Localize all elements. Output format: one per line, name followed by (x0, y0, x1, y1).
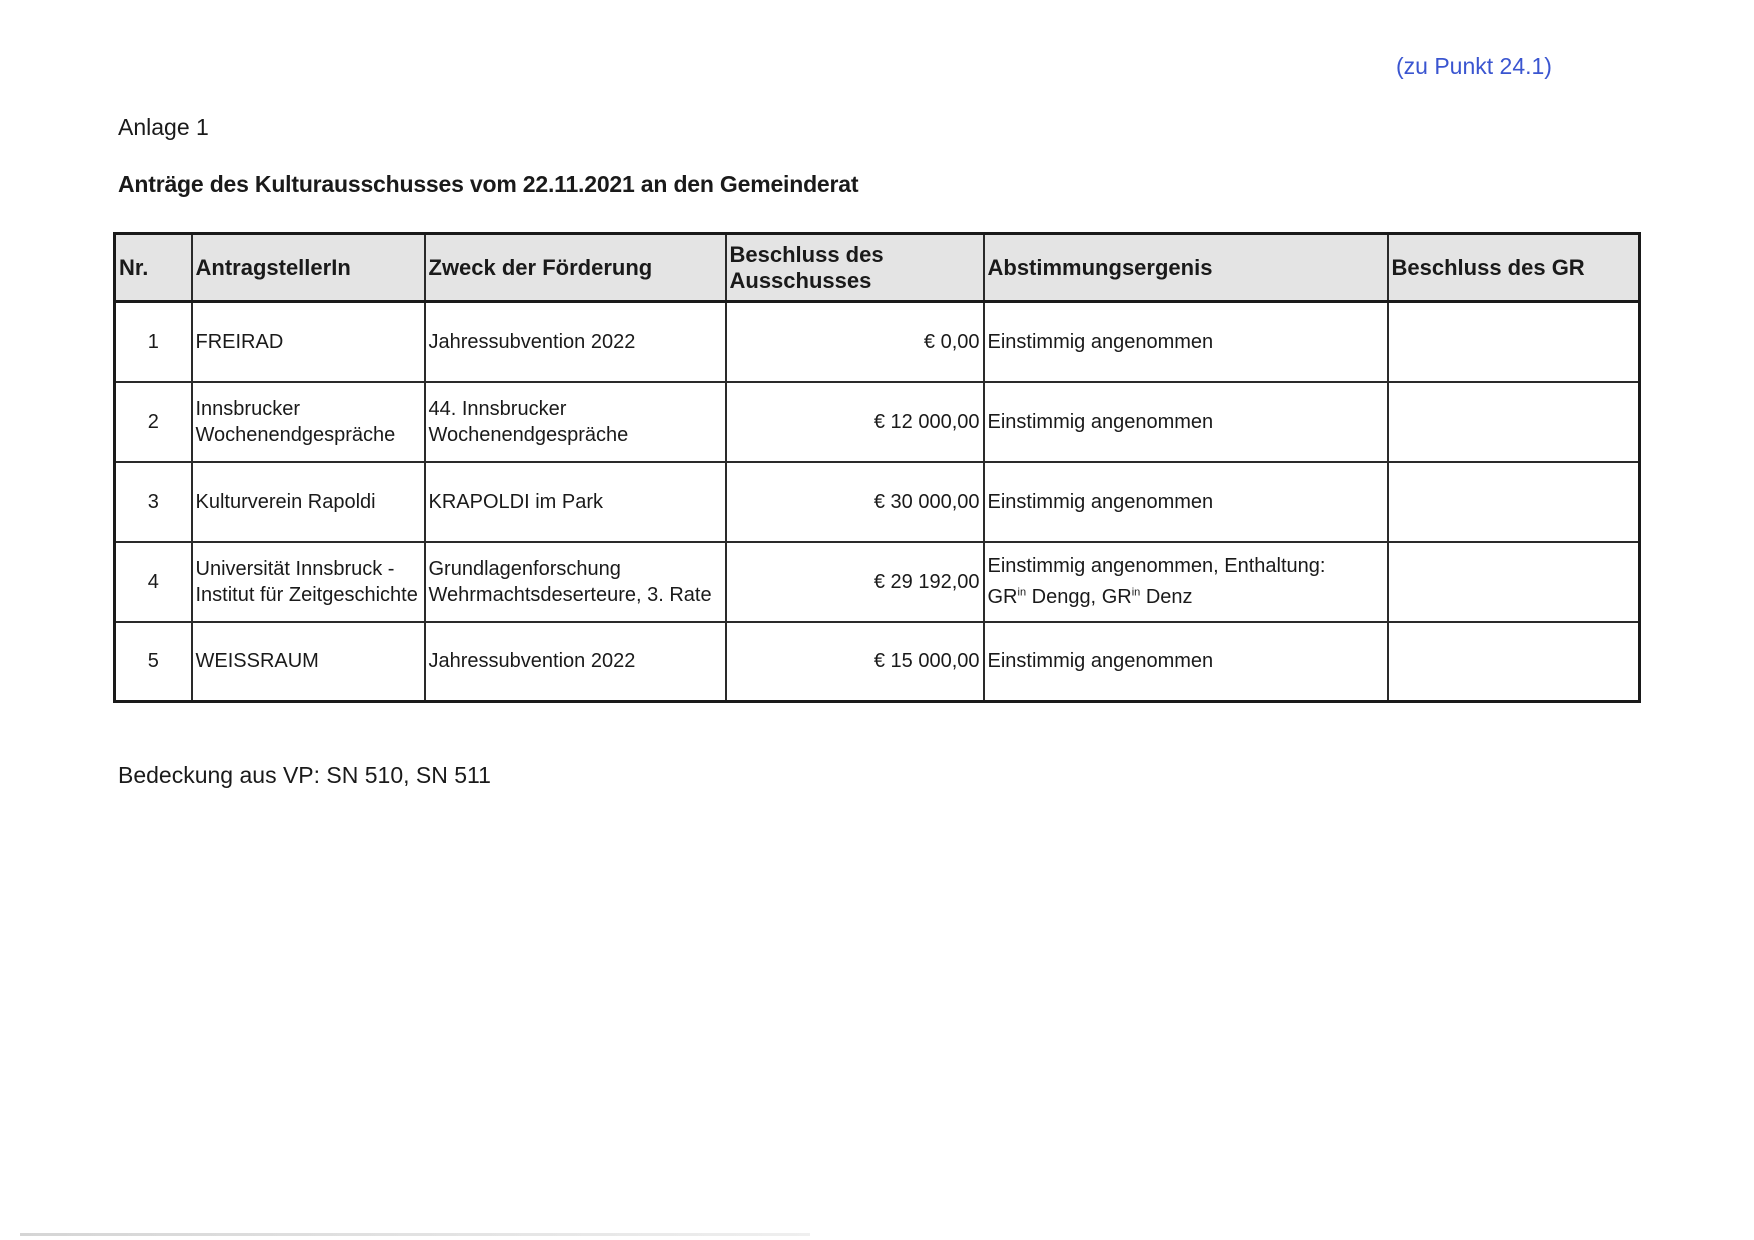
row-vote: Einstimmig angenommen (984, 622, 1388, 702)
row-nr: 2 (115, 382, 192, 462)
row-council-decision (1388, 462, 1640, 542)
row-applicant: WEISSRAUM (192, 622, 425, 702)
table-row (115, 462, 1640, 542)
row-council-decision (1388, 302, 1640, 382)
row-nr: 3 (115, 462, 192, 542)
row-vote: Einstimmig angenommen (984, 462, 1388, 542)
row-applicant: Kulturverein Rapoldi (192, 462, 425, 542)
row-council-decision (1388, 382, 1640, 462)
row-vote (984, 542, 1388, 622)
table-row (115, 302, 1640, 382)
row-amount: € 0,00 (726, 302, 984, 382)
header-applicant: AntragstellerIn (192, 234, 425, 302)
row-purpose: KRAPOLDI im Park (425, 462, 726, 542)
agenda-reference: (zu Punkt 24.1) (1396, 53, 1552, 79)
table-header-row (115, 234, 1640, 302)
applications-table (113, 232, 1641, 703)
row-vote: Einstimmig angenommen (984, 302, 1388, 382)
row-amount: € 15 000,00 (726, 622, 984, 702)
row-vote: Einstimmig angenommen (984, 382, 1388, 462)
header-vote-result: Abstimmungsergenis (984, 234, 1388, 302)
header-council-decision: Beschluss des GR (1388, 234, 1640, 302)
row-applicant: Innsbrucker Wochenendgespräche (192, 382, 425, 462)
annex-label: Anlage 1 (118, 114, 209, 140)
header-purpose: Zweck der Förderung (425, 234, 726, 302)
table-row (115, 622, 1640, 702)
row-nr: 4 (115, 542, 192, 622)
header-nr: Nr. (115, 234, 192, 302)
row-applicant: Universität Innsbruck - Institut für Zeitgeschichte (192, 542, 425, 622)
vote-text: Einstimmig angenommen, Enthaltung: (987, 555, 1326, 578)
page-title: Anträge des Kulturausschusses vom 22.11.2021 an den Gemeinderat (118, 171, 859, 197)
header-committee-decision: Beschluss des Ausschusses (726, 234, 984, 302)
abstaining-member: $GR^{in}$ Dengg, (987, 585, 1097, 608)
row-purpose: Grundlagenforschung Wehrmachtsdeserteure, 3. Rate (425, 542, 726, 622)
row-amount: € 29 192,00 (726, 542, 984, 622)
row-nr: 1 (115, 302, 192, 382)
row-applicant: FREIRAD (192, 302, 425, 382)
row-purpose: 44. Innsbrucker Wochenendgespräche (425, 382, 726, 462)
row-purpose: Jahressubvention 2022 (425, 302, 726, 382)
row-council-decision (1388, 622, 1640, 702)
coverage-note: Bedeckung aus VP: SN 510, SN 511 (118, 762, 491, 788)
scan-edge-line (20, 1233, 810, 1236)
row-council-decision (1388, 542, 1640, 622)
row-purpose: Jahressubvention 2022 (425, 622, 726, 702)
row-amount: € 30 000,00 (726, 462, 984, 542)
table-row (115, 542, 1640, 622)
table-row (115, 382, 1640, 462)
row-amount: € 12 000,00 (726, 382, 984, 462)
abstaining-member: $GR^{in}$ Denz (1101, 585, 1193, 608)
row-nr: 5 (115, 622, 192, 702)
